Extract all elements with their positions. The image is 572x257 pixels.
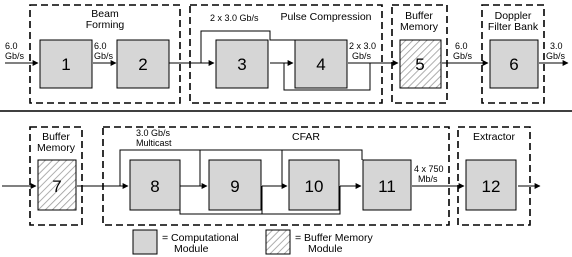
module-10 [289,160,339,210]
rate-after-4-line2: Gb/s [352,51,372,61]
pulse-compression-rate: 2 x 3.0 Gb/s [210,13,259,23]
legend-buffer-line2: Module [308,243,343,255]
module-9 [209,160,261,210]
module-8 [130,160,180,210]
legend-computational-line1: = Computational [162,232,239,244]
multicast-rate-line2: Multicast [136,138,172,148]
module-11 [363,160,411,210]
module-4 [295,40,347,88]
module-1 [40,40,92,88]
multicast-rate-line1: 3.0 Gb/s [136,128,171,138]
module-3-label: 3 [237,55,247,74]
legend-computational-swatch [133,230,157,254]
module-6 [490,40,538,88]
rate-after-4-line1: 2 x 3.0 [349,41,377,51]
rate-after-5-line1: 6.0 [455,41,468,51]
legend-computational-line2: Module [174,243,209,255]
module-5-label: 5 [415,55,425,74]
rate-output-line1: 3.0 [550,41,563,51]
rate-input-line1: 6.0 [5,41,18,51]
module-4-label: 4 [316,55,326,74]
buffer-memory-bottom-title-line1: Buffer [42,131,70,143]
module-7 [38,160,76,210]
rate-after-5-line2: Gb/s [453,51,473,61]
doppler-title-line2: Filter Bank [487,21,539,33]
buffer-memory-top-title-line2: Memory [400,21,438,33]
pulse-compression-title: Pulse Compression [280,11,372,23]
beam-forming-title-line1: Beam [91,8,119,20]
buffer-memory-bottom-title-line2: Memory [37,142,75,154]
module-10-label: 10 [304,177,324,196]
legend [133,230,373,255]
module-5 [400,40,441,88]
module-2 [117,40,169,88]
legend-buffer-swatch [266,230,290,254]
module-3 [216,40,268,88]
module-12-label: 12 [481,177,501,196]
module-7-label: 7 [52,177,62,196]
cfar-title: CFAR [291,131,321,143]
module-8-label: 8 [150,177,160,196]
module-6-label: 6 [509,55,519,74]
module-9-label: 9 [230,177,240,196]
doppler-title-line1: Doppler [494,10,532,22]
rate-after-11-line1: 4 x 750 [414,164,444,174]
rate-1-2-line2: Gb/s [94,51,114,61]
module-11-label: 11 [378,177,396,196]
module-12 [466,160,516,210]
rate-input-line2: Gb/s [5,51,25,61]
legend-buffer-line1: = Buffer Memory [295,232,373,244]
beam-forming-title-line2: Forming [85,19,125,31]
rate-after-11-line2: Mb/s [418,174,438,184]
rate-1-2-line1: 6.0 [94,41,107,51]
module-1-label: 1 [61,55,71,74]
rate-output-line2: Gb/s [546,51,566,61]
module-2-label: 2 [138,55,148,74]
extractor-title: Extractor [472,131,516,143]
buffer-memory-top-title-line1: Buffer [405,10,433,22]
